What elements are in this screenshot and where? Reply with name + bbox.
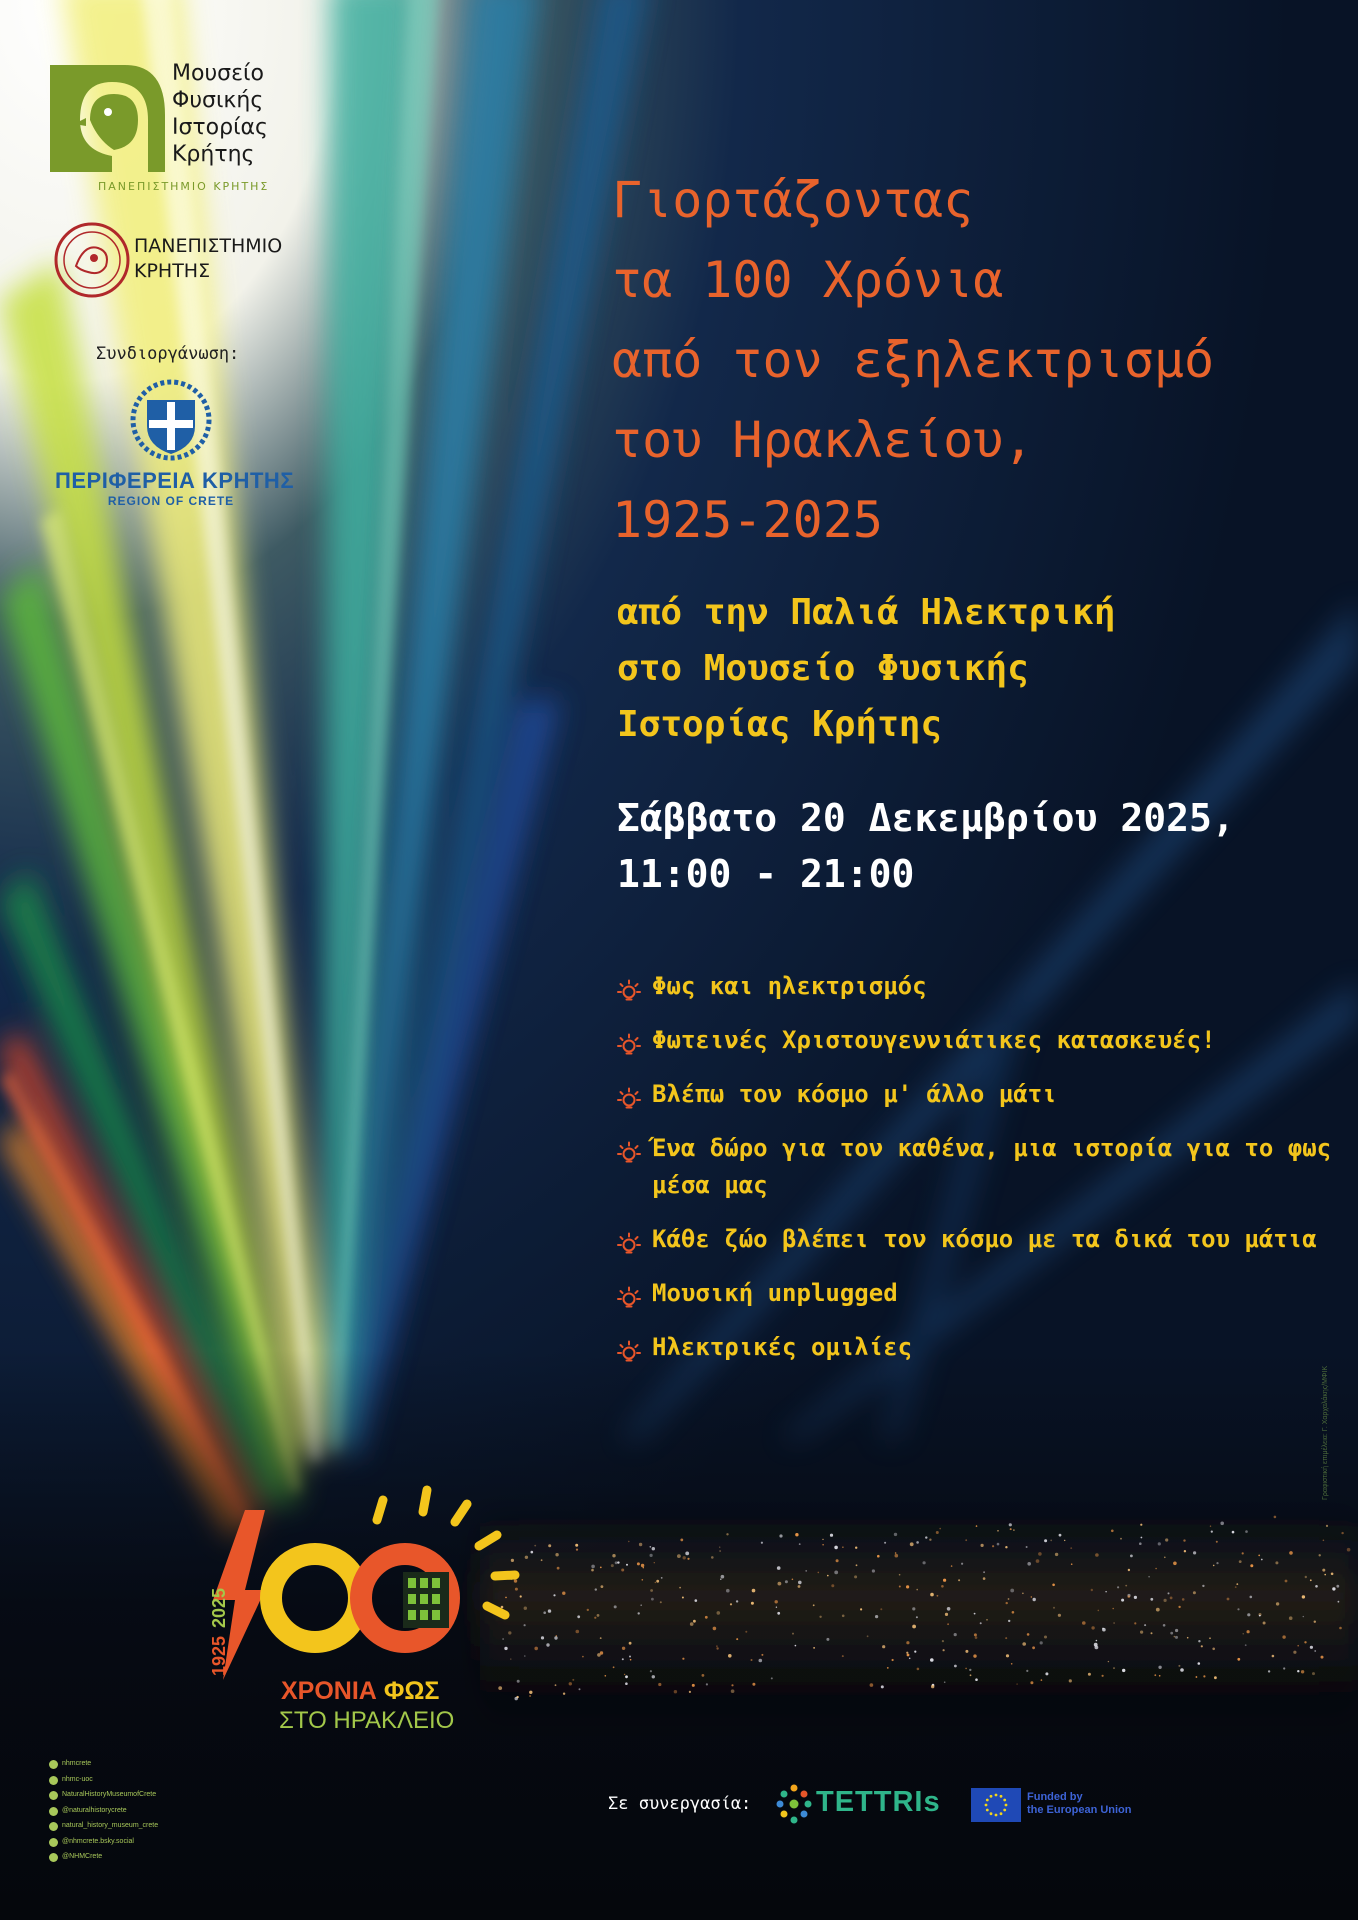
eu-text-line: the European Union (1027, 1804, 1132, 1816)
subtitle-line: Ιστορίας Κρήτης (617, 704, 943, 745)
activity-item (617, 1221, 1337, 1258)
lightbulb-icon (617, 1230, 641, 1254)
activity-text: Βλέπω τον κόσμο μ' άλλο μάτι (652, 1080, 1057, 1108)
title-line: τα 100 Χρόνια (612, 251, 1004, 309)
university-logo (54, 222, 294, 298)
lightbulb-icon (617, 1085, 641, 1109)
title-line: 1925-2025 (612, 491, 883, 549)
anniversary-word-chronia: ΧΡΟΝΙΑ (281, 1677, 377, 1705)
web-icon (49, 1776, 58, 1785)
university-name-line: ΚΡΗΤΗΣ (134, 260, 211, 282)
instagram-icon (49, 1807, 58, 1816)
social-link-youtube[interactable] (49, 1853, 158, 1869)
activity-text: Φωτεινές Χριστουγεννιάτικες κατασκευές! (652, 1026, 1216, 1054)
activity-item (617, 1130, 1337, 1204)
event-subtitle (617, 585, 1116, 753)
museum-name-line: Μουσείο (172, 61, 264, 86)
social-link-facebook[interactable] (49, 1791, 158, 1807)
activities-list (617, 968, 1337, 1383)
activity-text: Μουσική unplugged (652, 1279, 898, 1307)
eu-flag-icon (971, 1788, 1021, 1822)
youtube-icon (49, 1853, 58, 1862)
anniversary-year-end: 2025 (209, 1587, 229, 1628)
lightbulb-icon (617, 1139, 641, 1163)
social-text: nhmc-uoc (62, 1775, 93, 1783)
subtitle-line: από την Παλιά Ηλεκτρική (617, 592, 1116, 633)
social-text: natural_history_museum_crete (62, 1822, 159, 1829)
activity-item (617, 1275, 1337, 1312)
university-name-line: ΠΑΝΕΠΙΣΤΗΜΙΟ (134, 235, 283, 257)
social-text: @naturalhistorycrete (62, 1806, 127, 1814)
museum-subtitle: ΠΑΝΕΠΙΣΤΗΜΙΟ ΚΡΗΤΗΣ (98, 180, 270, 193)
tettris-name: TETTRIs (816, 1786, 941, 1818)
title-line: Γιορτάζοντας (612, 171, 974, 229)
instagram-icon (49, 1822, 58, 1831)
partners-label: Σε συνεργασία: (608, 1794, 752, 1814)
social-text: @NHMCrete (62, 1853, 103, 1860)
museum-name (172, 60, 268, 168)
lightbulb-icon (617, 1031, 641, 1055)
university-name (134, 234, 282, 284)
anniversary-logo (205, 1480, 545, 1740)
university-seal-icon (54, 222, 130, 298)
museum-name-line: Φυσικής (172, 88, 264, 113)
anniversary-line1 (281, 1677, 439, 1706)
activity-text: Ένα δώρο για τον καθένα, μια ιστορία για το φως μέσα μας (652, 1134, 1332, 1199)
region-name-en: REGION OF CRETE (107, 494, 235, 508)
date-line: Σάββατο 20 Δεκεμβρίου 2025, (617, 796, 1235, 840)
facebook-icon (49, 1791, 58, 1800)
title-line: του Ηρακλείου, (612, 411, 1034, 469)
web-icon (49, 1760, 58, 1769)
museum-name-line: Κρήτης (172, 142, 255, 167)
title-line: από τον εξηλεκτρισμό (612, 331, 1215, 389)
anniversary-year-start: 1925 (209, 1635, 229, 1676)
activity-item (617, 968, 1337, 1005)
social-link-bluesky[interactable] (49, 1838, 158, 1854)
eu-funding-text (1027, 1791, 1132, 1817)
social-link-web[interactable] (49, 1776, 158, 1792)
design-credit: Γραφιστική επιμέλεια: Γ. Χαρχαλάκης/ΜΦΙΚ (1322, 1365, 1329, 1500)
subtitle-line: στο Μουσείο Φυσικής (617, 648, 1029, 689)
activity-text: Φως και ηλεκτρισμός (652, 972, 927, 1000)
social-link-instagram[interactable] (49, 1807, 158, 1823)
activity-text: Ηλεκτρικές ομιλίες (652, 1333, 913, 1361)
museum-owl-icon (50, 60, 165, 175)
social-links (49, 1760, 158, 1869)
lightbulb-icon (617, 1284, 641, 1308)
time-line: 11:00 - 21:00 (617, 852, 915, 896)
event-title (612, 160, 1214, 560)
social-text: nhmcrete (62, 1760, 92, 1767)
eu-text-line: Funded by (1027, 1791, 1083, 1803)
bluesky-icon (49, 1838, 58, 1847)
activity-item (617, 1076, 1337, 1113)
activity-item (617, 1329, 1337, 1366)
event-date (617, 790, 1235, 902)
social-text: @nhmcrete.bsky.social (62, 1837, 134, 1845)
activity-text: Κάθε ζώο βλέπει τον κόσμο με τα δικά του μάτια (652, 1225, 1317, 1253)
anniversary-100-graphic (205, 1480, 545, 1680)
tettris-logo (776, 1782, 956, 1826)
region-name: ΠΕΡΙΦΕΡΕΙΑ ΚΡΗΤΗΣ (55, 468, 295, 493)
museum-name-line: Ιστορίας (172, 115, 268, 140)
tettris-dots-icon (776, 1782, 812, 1826)
activity-item (617, 1022, 1337, 1059)
social-text: NaturalHistoryMuseumofCrete (62, 1791, 157, 1798)
coorganization-label: Συνδιοργάνωση: (96, 344, 240, 364)
museum-logo (50, 60, 290, 200)
lightbulb-icon (617, 977, 641, 1001)
eu-funding-logo (971, 1788, 1151, 1824)
social-link-instagram[interactable] (49, 1822, 158, 1838)
region-of-crete-logo (55, 378, 295, 518)
anniversary-word-fos: ΦΩΣ (383, 1677, 440, 1705)
social-link-web[interactable] (49, 1760, 158, 1776)
greek-emblem-icon (129, 378, 213, 462)
lightbulb-icon (617, 1338, 641, 1362)
anniversary-line2: ΣΤΟ ΗΡΑΚΛΕΙΟ (279, 1707, 455, 1734)
